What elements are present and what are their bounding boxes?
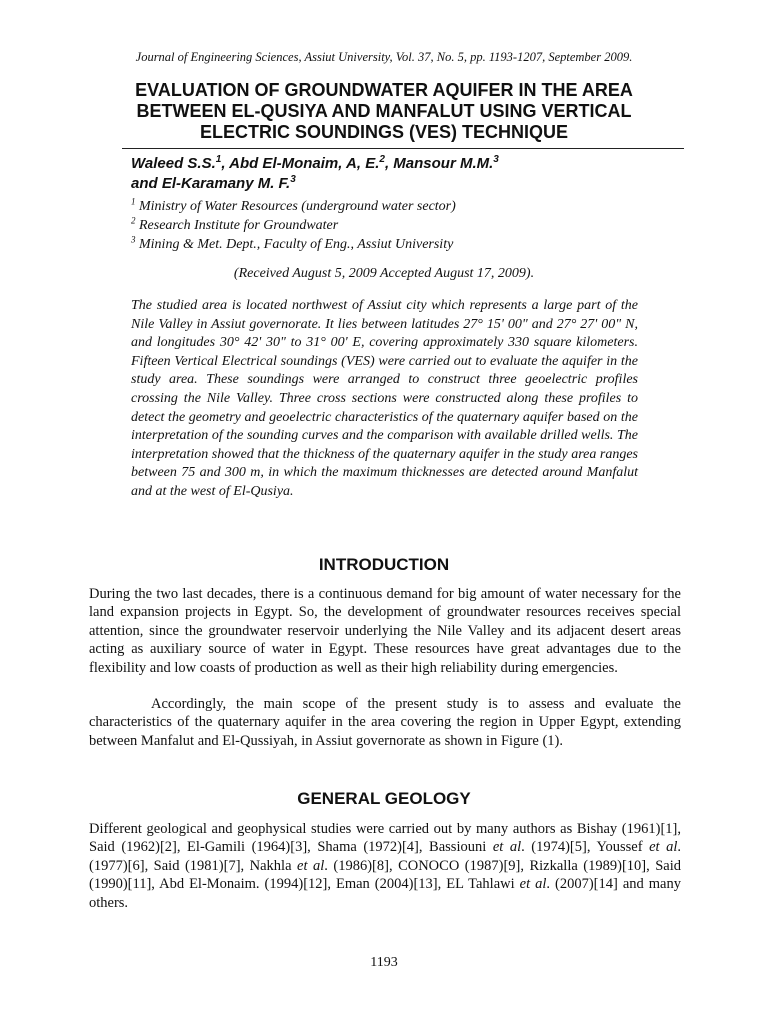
author-1: Waleed S.S. (131, 155, 216, 172)
affiliation-list (131, 197, 691, 254)
title-divider (122, 148, 684, 149)
affiliation-2 (131, 216, 691, 235)
author-3-affiliation-mark: 3 (493, 154, 499, 165)
affiliation-2-text: Research Institute for Groundwater (139, 218, 339, 233)
geology-text-part-4: . (1986)[8], CONOCO (1987)[9], Rizkalla (1989)[10], Said (1990)[11], Abd El-Monaim. (1994)[12], Eman (2004)[13], EL Tahlawi (89, 857, 682, 893)
geology-text-part-2: . (1974)[5], Youssef (521, 839, 650, 856)
page-number: 1193 (370, 955, 398, 970)
affiliation-1 (131, 197, 691, 216)
author-1-affiliation-mark: 1 (215, 154, 222, 165)
affiliation-3-mark: 3 (131, 234, 136, 245)
affiliation-1-mark: 1 (131, 196, 136, 207)
author-4-prefix: and (131, 175, 162, 192)
et-al-citation-3: et al (297, 857, 325, 874)
geology-text-part-5: . (2007)[14] and many others. (89, 876, 681, 911)
paper-title: EVALUATION OF GROUNDWATER AQUIFER IN THE AREA BETWEEN EL-QUSIYA AND MANFALUT USING VERTICAL ELECTRIC SOUNDINGS (VES) TECHNIQUE (135, 80, 633, 142)
et-al-citation-2: et al (649, 839, 678, 856)
journal-header: Journal of Engineering Sciences, Assiut University, Vol. 37, No. 5, pp. 1193-1207, September 2009. (135, 50, 633, 64)
author-2-affiliation-mark: 2 (379, 154, 385, 165)
geology-paragraph-1 (89, 820, 681, 912)
geology-text-part-3: . (1977)[6], Said (1981)[7], Nakhla (89, 839, 682, 874)
section-heading-general-geology: GENERAL GEOLOGY (297, 789, 471, 808)
introduction-paragraph-1: During the two last decades, there is a continuous demand for big amount of water necessary for the land expansion projects in Egypt. So, the development of groundwater resources receives special attention, since the groundwater reservoir underlying the Nile Valley and its adjacent desert areas acting as auxiliary source of water in Egypt. These resources have great advantages due to the flexibility and low coasts of production as well as their high reliability during emergencies. (89, 586, 681, 676)
author-4: El-Karamany M. F. (161, 175, 291, 192)
affiliation-3 (131, 235, 691, 254)
author-list: Waleed S.S.$^1$, Abd El-Monaim, A, E.$^2$, Mansour M.M.$^3$ and El-Karamany M. F.$^3$ (131, 154, 499, 192)
et-al-citation-1: et al (492, 839, 522, 856)
affiliation-3-text: Mining & Met. Dept., Faculty of Eng., Assiut University (139, 237, 454, 252)
geology-text-part-1: Different geological and geophysical studies were carried out by many authors as Bishay (1961)[1], Said (1962)[2], El-Gamili (1964)[3], Shama (1972)[4], Bassiouni (89, 821, 681, 856)
affiliation-1-text: Ministry of Water Resources (underground water sector) (139, 199, 456, 214)
affiliation-2-mark: 2 (131, 215, 136, 226)
section-heading-introduction: INTRODUCTION (318, 555, 450, 574)
author-3: Mansour M.M. (393, 155, 494, 172)
et-al-citation-4: et al (519, 876, 547, 893)
author-4-affiliation-mark: 3 (290, 174, 296, 185)
introduction-paragraph-2: Accordingly, the main scope of the present study is to assess and evaluate the characteristics of the quaternary aquifer in the area covering the region in Upper Egypt, extending between Manfalut and El-Qussiyah, in Assiut governorate as shown in Figure (1). (89, 696, 681, 749)
received-dates: (Received August 5, 2009 Accepted August 17, 2009). (233, 266, 535, 281)
abstract: The studied area is located northwest of Assiut city which represents a large part of the Nile Valley in Assiut governorate. It lies between latitudes 27° 15' 00" and 27° 27' 00" N, and longitudes 30° 42' 30" to 31° 00' E, covering approximately 330 square kilometers. Fifteen Vertical Electrical soundings (VES) were carried out to evaluate the aquifer in the study area. These soundings were arranged to construct three geoelectric profiles crossing the Nile Valley. Three cross sections were constructed along these profiles to detect the geometry and geoelectric characteristics of the quaternary aquifer based on the interpretation of the sounding curves and the comparison with available drilled wells. The interpretation showed that the thickness of the quaternary aquifer in the study area ranges between 75 and 300 m, in which the maximum thicknesses are detected around Manfalut and at the west of El-Qusiya. (131, 298, 638, 499)
author-2: Abd El-Monaim, A, E. (229, 155, 380, 172)
